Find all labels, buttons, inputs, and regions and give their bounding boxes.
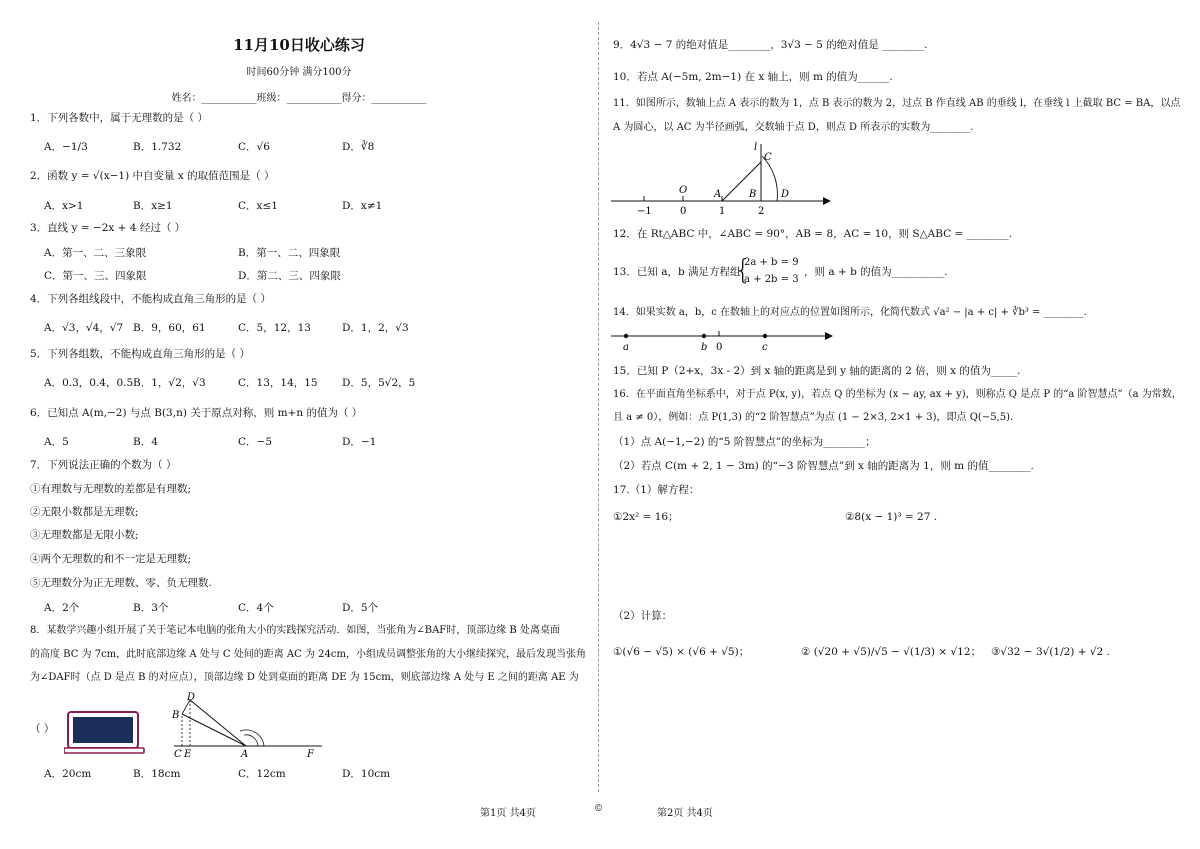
q6-option-d: D．−1: [342, 436, 377, 448]
question-5: 5．下列各组数，不能构成直角三角形的是（ ）: [30, 348, 251, 360]
fig11-tick-0: 0: [680, 206, 687, 217]
fig11-tick-2: 2: [758, 206, 765, 217]
center-mark: ©: [594, 804, 603, 814]
q3-option-a: A．第一、二、三象限: [44, 247, 147, 259]
question-13-post: ，则 a + b 的值为__________.: [804, 266, 948, 278]
question-4: 4．下列各组线段中，不能构成直角三角形的是（ ）: [30, 293, 272, 305]
fig14-label-c: c: [762, 342, 768, 352]
fig14-label-a: a: [623, 342, 629, 352]
question-16-line-2: 且 a ≠ 0），例如：点 P(1,3) 的“2 阶智慧点”为点 (1 − 2×3, 2×1 + 3)，即点 Q(−5,5).: [613, 412, 1014, 423]
q6-option-c: C．−5: [238, 436, 273, 448]
fig11-label-d: D: [781, 189, 790, 200]
fig8-label-c: C: [174, 749, 182, 760]
question-1: 1．下列各数中，属于无理数的是（ ）: [30, 112, 209, 124]
laptop-icon: [64, 712, 144, 753]
q4-option-c: C．5，12，13: [238, 322, 311, 334]
q14-number-line-figure: [609, 326, 839, 352]
question-8-line-3: 为∠DAF时（点 D 是点 B 的对应点），顶部边缘 D 处到桌面的距离 DE 为 15cm，则底部边缘 A 处与 E 之间的距离 AE 为: [30, 672, 579, 683]
q5-option-b: B．1，√2，√3: [133, 377, 206, 389]
q3-option-d: D．第二、三、四象限: [238, 270, 341, 282]
q1-option-d: D．∛8: [342, 141, 375, 153]
q4-option-b: B．9，60，61: [133, 322, 206, 334]
question-6: 6．已知点 A(m,−2) 与点 B(3,n) 关于原点对称，则 m+n 的值为（ ）: [30, 407, 363, 419]
q6-option-a: A．5: [44, 436, 69, 448]
page-title: 11月10日收心练习: [233, 36, 365, 54]
q4-option-d: D．1，2，√3: [342, 322, 409, 334]
right-page: [601, 0, 1200, 849]
question-12: 12．在 Rt△ABC 中，∠ABC = 90°，AB = 8，AC = 10，则 S△ABC = ________.: [613, 228, 1013, 240]
q8-laptop-figure: [64, 690, 334, 762]
q7-statement-2: ②无限小数都是无理数;: [30, 506, 139, 518]
fig8-label-e: E: [184, 749, 192, 760]
question-11-line-2: A 为圆心，以 AC 为半径画弧，交数轴于点 D，则点 D 所表示的实数为________.: [613, 122, 974, 133]
q7-option-b: B．3个: [133, 602, 169, 614]
q1-option-c: C．√6: [238, 141, 270, 153]
question-15: 15．已知 P（2+x，3x - 2）到 x 轴的距离是到 y 轴的距离的 2 倍，则 x 的值为_____.: [613, 365, 1021, 377]
fig8-label-f: F: [307, 749, 314, 760]
q4-option-a: A．√3，√4，√7: [44, 322, 124, 334]
q2-option-c: C．x≤1: [238, 200, 278, 212]
question-13-pre: 13．已知 a，b 满足方程组: [613, 266, 741, 278]
question-10: 10．若点 A(−5m, 2m−1) 在 x 轴上，则 m 的值为______.: [613, 71, 893, 83]
q7-option-a: A．2个: [44, 602, 80, 614]
question-7: 7．下列说法正确的个数为（ ）: [30, 459, 177, 471]
fig11-label-l: l: [754, 142, 758, 153]
q5-option-c: C．13，14，15: [238, 377, 318, 389]
exam-subtitle: 时间60分钟 满分100分: [246, 67, 352, 78]
question-16-part-1: （1）点 A(−1,−2) 的“5 阶智慧点”的坐标为________；: [613, 436, 876, 448]
left-page-footer: 第1页 共4页: [480, 808, 536, 819]
q8-answer-blank: （ ）: [30, 723, 55, 735]
question-14: 14．如果实数 a，b，c 在数轴上的对应点的位置如图所示，化简代数式 √a² − |a + c| + ∛b³ = ________.: [613, 307, 1087, 318]
right-page-footer: 第2页 共4页: [657, 808, 713, 819]
question-8-line-2: 的高度 BC 为 7cm，此时底部边缘 A 处与 C 处间的距离 AC 为 24cm，小组成员调整张角的大小继续探究，最后发现当张角: [30, 649, 586, 660]
question-2: 2．函数 y = √(x−1) 中自变量 x 的取值范围是（ ）: [30, 170, 275, 182]
question-17: 17.（1）解方程：: [613, 484, 700, 496]
question-9: 9．4√3 − 7 的绝对值是________，3√3 − 5 的绝对值是 ________.: [613, 39, 928, 51]
question-11-line-1: 11．如图所示，数轴上点 A 表示的数为 1，点 B 表示的数为 2，过点 B 作直线 AB 的垂线 l，在垂线 l 上截取 BC = BA，以点: [613, 98, 1181, 109]
fig11-tick-1: 1: [719, 206, 726, 217]
left-page: [0, 0, 598, 849]
question-17-part-2: （2）计算：: [613, 610, 673, 622]
q2-option-a: A．x>1: [44, 200, 84, 212]
fig11-tick-neg1: −1: [637, 206, 652, 217]
q3-option-c: C．第一、三、四象限: [44, 270, 147, 282]
fig8-label-b: B: [172, 710, 180, 721]
q6-option-b: B．4: [133, 436, 158, 448]
page-divider: [598, 22, 599, 792]
q13-brace: {: [734, 253, 752, 286]
student-info-line: 姓名：___________班级：___________得分：___________: [171, 93, 427, 104]
q17-equation-1: ①2x² = 16；: [613, 511, 679, 523]
fig14-label-b: b: [701, 342, 708, 352]
question-16-line-1: 16．在平面直角坐标系中，对于点 P(x, y)，若点 Q 的坐标为 (x − ay, ax + y)，则称点 Q 是点 P 的“a 阶智慧点”（a 为常数，: [613, 389, 1182, 400]
q7-statement-1: ①有理数与无理数的差都是有理数;: [30, 483, 192, 495]
q17-calc-2: ② (√20 + √5)/√5 − √(1/3) × √12；: [801, 646, 982, 658]
q17-calc-1: ①(√6 − √5) × (√6 + √5)；: [613, 646, 750, 658]
q7-statement-4: ④两个无理数的和不一定是无理数;: [30, 553, 192, 565]
q7-statement-3: ③无理数都是无限小数;: [30, 529, 139, 541]
q11-number-line-figure: [609, 140, 839, 220]
q13-equation-1: 2a + b = 9: [744, 257, 799, 268]
fig11-label-c: C: [764, 152, 772, 163]
q8-option-d: D．10cm: [342, 768, 391, 780]
q1-option-b: B．1.732: [133, 141, 182, 153]
fig11-label-b: B: [749, 189, 757, 200]
q7-option-d: D．5个: [342, 602, 379, 614]
q2-option-d: D．x≠1: [342, 200, 383, 212]
fig8-label-d: D: [187, 692, 196, 703]
question-8-line-1: 8．某数学兴趣小组开展了关于笔记本电脑的张角大小的实践探究活动．如图，当张角为∠BAF时，顶部边缘 B 处离桌面: [30, 625, 560, 636]
fig11-label-a: A: [714, 189, 722, 200]
q17-calc-3: ③√32 − 3√(1/2) + √2 .: [991, 646, 1110, 658]
q7-statement-5: ⑤无理数分为正无理数、零、负无理数.: [30, 577, 212, 589]
q5-option-a: A．0.3，0.4，0.5: [44, 377, 134, 389]
q5-option-d: D．5，5√2，5: [342, 377, 416, 389]
q7-option-c: C．4个: [238, 602, 274, 614]
q1-option-a: A．−1/3: [44, 141, 88, 153]
fig8-label-a: A: [241, 749, 249, 760]
q2-option-b: B．x≥1: [133, 200, 173, 212]
q13-equation-2: a + 2b = 3: [744, 274, 799, 285]
question-3: 3．直线 y = −2x + 4 经过（ ）: [30, 222, 186, 234]
fig11-label-o: O: [679, 185, 688, 196]
question-16-part-2: （2）若点 C(m + 2, 1 − 3m) 的“−3 阶智慧点”到 x 轴的距离为 1，则 m 的值________.: [613, 460, 1034, 472]
q3-option-b: B．第一、二、四象限: [238, 247, 341, 259]
q8-option-a: A．20cm: [44, 768, 92, 780]
q17-equation-2: ②8(x − 1)³ = 27 .: [845, 511, 938, 523]
fig14-label-zero: 0: [716, 342, 723, 352]
q8-option-b: B．18cm: [133, 768, 181, 780]
q8-option-c: C．12cm: [238, 768, 286, 780]
